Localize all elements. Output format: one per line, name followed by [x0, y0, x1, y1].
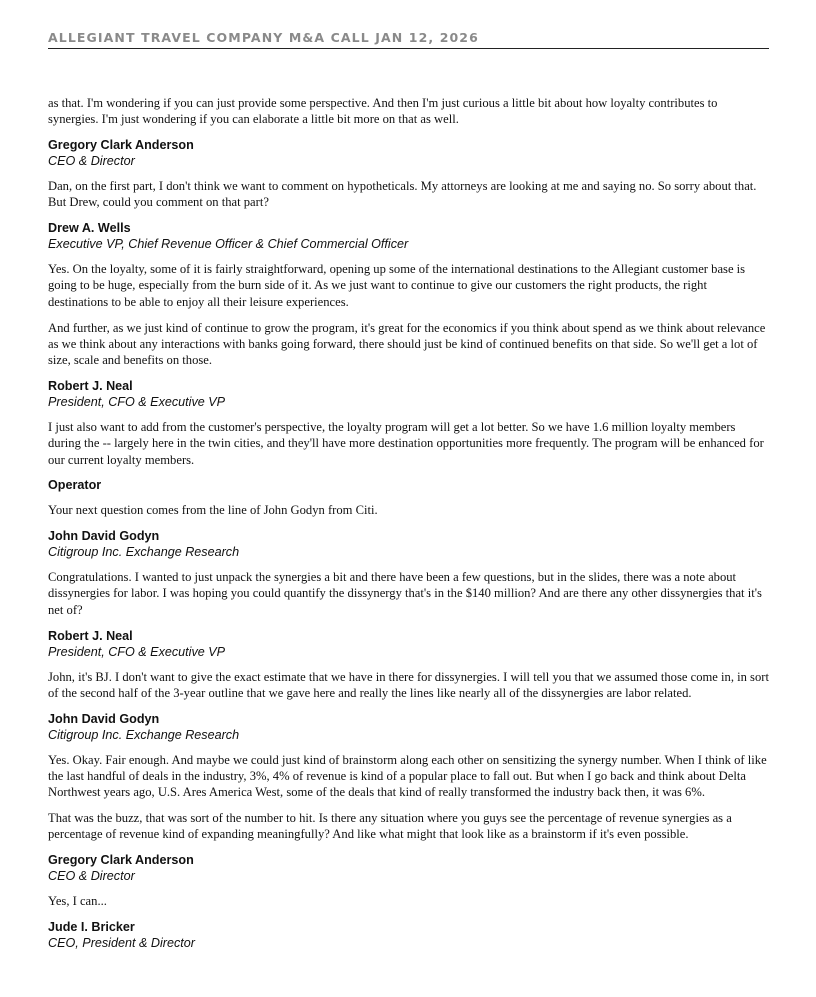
- transcript-paragraph: Yes. On the loyalty, some of it is fairly straightforward, opening up some of the international destinations to the Allegiant customer base is going to be huge, especially from the burn side of it. As we just want to continue to give our customers the right products, the right destinations to be able to enjoy all their leisure experiences.: [48, 262, 746, 309]
- speaker-block: [48, 378, 770, 410]
- header-title: ALLEGIANT TRAVEL COMPANY M&A CALL JAN 12, 2026: [48, 30, 479, 45]
- speaker-name: John David Godyn: [48, 529, 160, 544]
- speaker-name: Operator: [48, 478, 102, 493]
- transcript-paragraph: Congratulations. I wanted to just unpack the synergies a bit and there have been a few questions, but in the slides, there was a note about dissynergies for labor. I was hoping you could quantify the dissynergy that's in the $140 million? And are there any other dissynergies that it's net of?: [48, 570, 762, 617]
- speaker-name: Gregory Clark Anderson: [48, 138, 194, 153]
- speaker-block: [48, 852, 770, 884]
- speaker-title: CEO & Director: [48, 154, 135, 169]
- speaker-name: Gregory Clark Anderson: [48, 853, 194, 868]
- transcript-paragraph: That was the buzz, that was sort of the number to hit. Is there any situation where you guys see the percentage of revenue synergies as a percentage of revenue kind of expanding meaningfully? And like what might that look like as a brainstorm if it's even possible.: [48, 811, 732, 842]
- transcript-paragraph: I just also want to add from the customer's perspective, the loyalty program will get a lot better. So we have 1.6 million loyalty members during the -- largely here in the twin cities, and they'll have more destination opportunities more frequently. The program will be enhanced for our current loyalty members.: [48, 419, 764, 467]
- transcript-paragraph: Dan, on the first part, I don't think we want to comment on hypotheticals. My attorneys are looking at me and saying no. So sorry about that. But Drew, could you comment on that part?: [48, 179, 757, 210]
- speaker-block: [48, 137, 770, 169]
- transcript-paragraph: Yes, I can...: [48, 894, 107, 909]
- speaker-title: CEO & Director: [48, 869, 135, 884]
- speaker-title: Citigroup Inc. Exchange Research: [48, 727, 240, 742]
- transcript-paragraph: Yes. Okay. Fair enough. And maybe we could just kind of brainstorm along each other on sensitizing the synergy number. When I think of like the last handful of deals in the industry, 3%, 4% of revenue is kind of a popular place to fall out. But when I go back and think about Delta Northwest years ago, U.S. Ares America West, some of the deals that kind of really transformed the industry back then, it was 6%.: [48, 752, 767, 800]
- speaker-block: [48, 477, 770, 493]
- speaker-title: Executive VP, Chief Revenue Officer & Chief Commercial Officer: [48, 237, 409, 252]
- transcript-paragraph: Your next question comes from the line of John Godyn from Citi.: [48, 503, 378, 518]
- speaker-name: Robert J. Neal: [48, 628, 133, 643]
- speaker-title: Citigroup Inc. Exchange Research: [48, 545, 240, 560]
- speaker-name: Drew A. Wells: [48, 221, 131, 236]
- transcript-body: [48, 95, 770, 960]
- speaker-block: [48, 220, 770, 252]
- speaker-block: [48, 628, 770, 660]
- speaker-title: CEO, President & Director: [48, 935, 195, 950]
- speaker-title: President, CFO & Executive VP: [48, 644, 226, 659]
- speaker-name: Robert J. Neal: [48, 378, 133, 393]
- page-header: [48, 30, 769, 49]
- speaker-block: [48, 919, 770, 951]
- speaker-block: [48, 528, 770, 560]
- transcript-paragraph: as that. I'm wondering if you can just provide some perspective. And then I'm just curious a little bit about how loyalty contributes to synergies. I'm just wondering if you can elaborate a little bit more on that as well.: [48, 96, 718, 127]
- speaker-title: President, CFO & Executive VP: [48, 394, 226, 409]
- transcript-paragraph: John, it's BJ. I don't want to give the exact estimate that we have in there for dissynergies. I will tell you that we assumed those come in, in sort of the second half of the 3-year outline that we gave here and really the lines like nearly all of the dissynergies are labor related.: [48, 669, 769, 700]
- transcript-paragraph: And further, as we just kind of continue to grow the program, it's great for the economics if you think about spend as we think about relevance as we think about any interactions with banks going forward, there should just be kind of continued benefits on that side. So we'll get a lot of size, scale and benefits on those.: [48, 320, 766, 368]
- speaker-name: John David Godyn: [48, 711, 160, 726]
- speaker-name: Jude I. Bricker: [48, 919, 135, 934]
- speaker-block: [48, 711, 770, 743]
